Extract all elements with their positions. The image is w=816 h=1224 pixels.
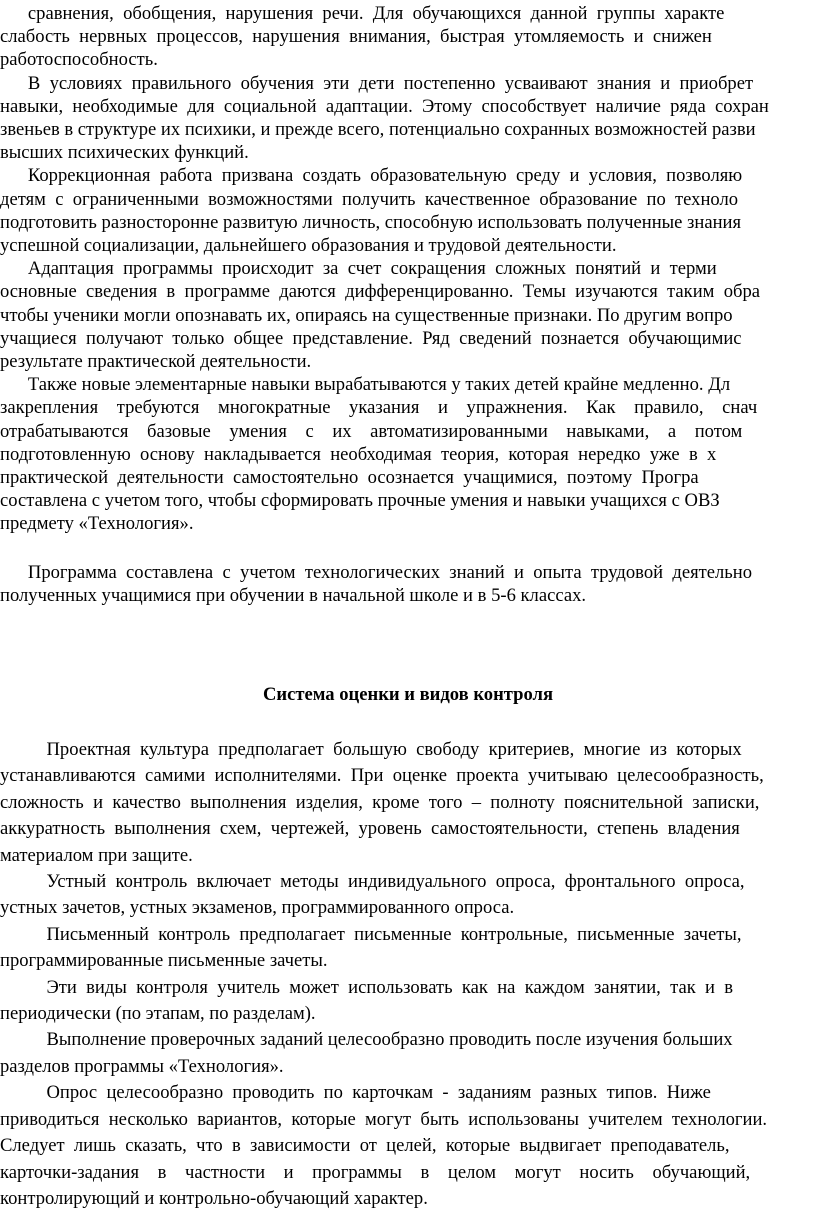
paragraph-3 [0, 164, 816, 257]
text-line: приводиться несколько вариантов, которые могут быть использованы учителем технологии. [0, 1108, 768, 1130]
paragraph-11 [0, 1027, 816, 1080]
text-line: высших психических функций. [0, 142, 249, 164]
text-line: Проектная культура предполагает большую свободу критериев, многие из которых [0, 739, 742, 760]
text-line: результате практической деятельности. [0, 351, 312, 373]
text-line: практической деятельности самостоятельно осознается учащимися, поэтому Програ [0, 467, 699, 489]
text-line: сравнения, обобщения, нарушения речи. Для обучающихся данной группы характе [0, 3, 725, 24]
text-line: Письменный контроль предполагает письменные контрольные, письменные зачеты, [0, 923, 742, 945]
text-line: успешной социализации, дальнейшего образования и трудовой деятельности. [0, 235, 617, 257]
text-line: отрабатываются базовые умения с их автоматизированными навыками, а потом [0, 420, 743, 442]
paragraph-8 [0, 869, 816, 922]
text-line: подготовленную основу накладывается необходимая теория, которая нередко уже в х [0, 443, 717, 465]
text-line: Устный контроль включает методы индивидуального опроса, фронтального опроса, [0, 871, 745, 893]
text-line: Коррекционная работа призвана создать образовательную среду и условия, позволяю [0, 165, 743, 187]
text-line: В условиях правильного обучения эти дети постепенно усваивают знания и приобрет [0, 72, 754, 94]
text-line: основные сведения в программе даются дифференцированно. Темы изучаются таким обра [0, 281, 761, 303]
paragraph-2 [0, 72, 816, 165]
text-line: подготовить разносторонне развитую личность, способную использовать полученные знания [0, 211, 742, 233]
text-line: Программа составлена с учетом технологических знаний и опыта трудовой деятельно [0, 562, 753, 583]
text-line: сложность и качество выполнения изделия, кроме того – полноту пояснительной записки, [0, 791, 760, 813]
text-line: Выполнение проверочных заданий целесообразно проводить после изучения больших [0, 1029, 733, 1051]
section-heading: Система оценки и видов контроля [262, 684, 554, 705]
text-line: разделов программы «Технология». [0, 1055, 284, 1077]
paragraph-5 [0, 373, 816, 535]
text-line: контролирующий и контрольно-обучающий характер. [0, 1187, 428, 1209]
text-line: слабость нервных процессов, нарушения внимания, быстрая утомляемость и снижен [0, 26, 712, 48]
text-line: аккуратность выполнения схем, чертежей, уровень самостоятельности, степень владения [0, 818, 740, 840]
text-line: Также новые элементарные навыки вырабатываются у таких детей крайне медленно. Дл [0, 374, 731, 396]
text-line: работоспособность. [0, 49, 158, 71]
section-text-block [0, 737, 816, 1212]
program-note-block [0, 561, 816, 607]
paragraph-7 [0, 737, 816, 869]
text-line: Следует лишь сказать, что в зависимости от целей, которые выдвигает преподаватель, [0, 1135, 730, 1157]
text-line: составлена с учетом того, чтобы сформировать прочные умения и навыки учащихся с ОВЗ [0, 490, 720, 512]
text-line: программированные письменные зачеты. [0, 950, 328, 972]
paragraph-1 [0, 2, 816, 72]
text-line: чтобы ученики могли опознавать их, опираясь на существенные признаки. По другим вопро [0, 304, 733, 326]
text-line: материалом при защите. [0, 844, 193, 866]
text-line: учащиеся получают только общее представление. Ряд сведений познается обучающимис [0, 327, 742, 349]
paragraph-12 [0, 1080, 816, 1212]
top-text-block [0, 2, 816, 536]
text-line: предмету «Технология». [0, 513, 194, 535]
text-line: Опрос целесообразно проводить по карточкам - заданиям разных типов. Ниже [0, 1082, 711, 1104]
text-line: периодически (по этапам, по разделам). [0, 1003, 316, 1025]
text-line: устных зачетов, устных экзаменов, программированного опроса. [0, 897, 515, 919]
text-line: карточки-задания в частности и программы в целом могут носить обучающий, [0, 1161, 751, 1183]
text-line: звеньев в структуре их психики, и прежде всего, потенциально сохранных возможностей разви [0, 119, 756, 141]
text-line: полученных учащимися при обучении в начальной школе и в 5-6 классах. [0, 585, 587, 607]
paragraph-10 [0, 975, 816, 1028]
text-line: навыки, необходимые для социальной адаптации. Этому способствует наличие ряда сохран [0, 95, 769, 117]
paragraph-6 [0, 561, 816, 607]
text-line: устанавливаются самими исполнителями. При оценке проекта учитываю целесообразность, [0, 765, 764, 787]
text-line: закрепления требуются многократные указания и упражнения. Как правило, снач [0, 397, 758, 419]
text-line: детям с ограниченными возможностями получить качественное образование по техноло [0, 188, 739, 210]
text-line: Эти виды контроля учитель может использовать как на каждом занятии, так и в [0, 976, 734, 998]
paragraph-9 [0, 922, 816, 975]
text-line: Адаптация программы происходит за счет сокращения сложных понятий и терми [0, 258, 717, 280]
paragraph-4 [0, 257, 816, 373]
